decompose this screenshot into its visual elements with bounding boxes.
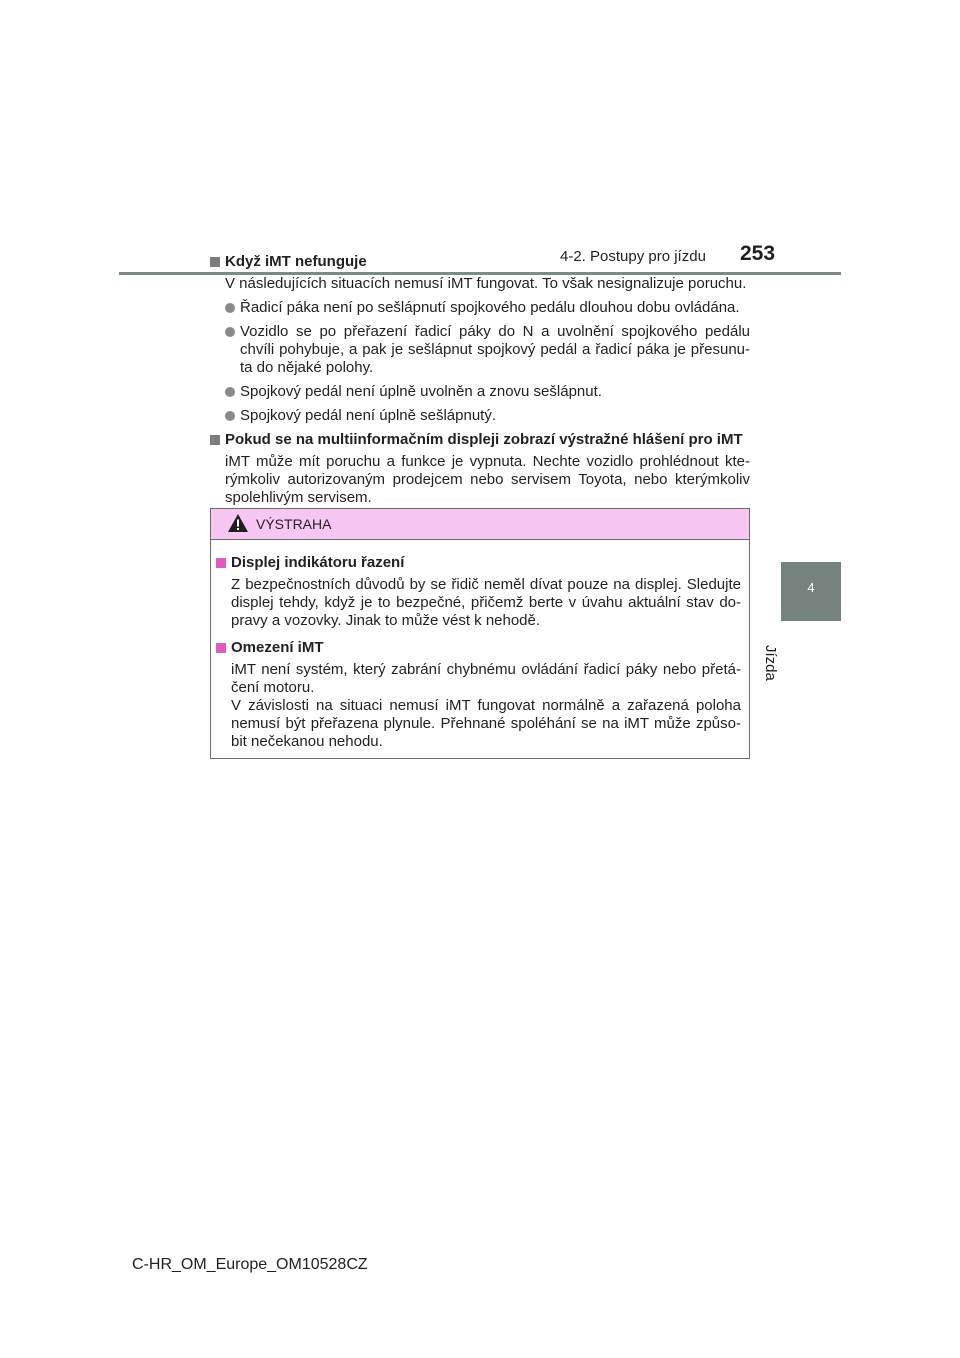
round-bullet-icon	[225, 327, 235, 337]
page-number: 253	[740, 242, 776, 265]
section-heading	[210, 431, 750, 449]
warning-body	[211, 540, 749, 751]
section-intro: V následujících situacích nemusí iMT fungovat. To však nesignalizuje poruchu.	[225, 275, 747, 292]
list-item-text: Spojkový pedál není úplně uvolněn a znovu sešlápnut.	[240, 383, 602, 400]
warning-triangle-icon	[227, 513, 249, 533]
section-text: iMT může mít poruchu a funkce je vypnuta. Nechte vozidlo prohlédnout kte-rýmkoliv autorizovaným prodejcem nebo servisem Toyota, nebo kterýmkoliv spolehlivým servisem.	[225, 453, 750, 506]
list-item	[210, 299, 750, 317]
warning-item-text: Z bezpečnostních důvodů by se řidič neměl dívat pouze na displej. Sledujte displej tehdy, když je to bezpečné, přičemž berte v úvahu aktuální stav do-pravy a vozovky. Jinak to může vést k nehodě.	[231, 576, 741, 629]
warning-box	[210, 508, 750, 759]
square-bullet-icon	[216, 558, 226, 568]
section-heading-text: Pokud se na multiinformačním displeji zobrazí výstražné hlášení pro iMT	[225, 431, 743, 448]
square-bullet-icon	[210, 257, 220, 267]
chapter-tab	[781, 562, 841, 621]
list-item-text: Spojkový pedál není úplně sešlápnutý.	[240, 407, 497, 424]
footer-doc-id: C-HR_OM_Europe_OM10528CZ	[132, 1256, 368, 1273]
main-content	[210, 253, 750, 513]
square-bullet-icon	[210, 435, 220, 445]
warning-header	[211, 509, 749, 540]
list-item	[210, 323, 750, 377]
warning-item-heading	[216, 639, 741, 657]
warning-item-text: V závislosti na situaci nemusí iMT fungovat normálně a zařazená poloha nemusí být přeřazena plynule. Přehnané spoléhání se na iMT může způso-bit nečekanou nehodu.	[231, 697, 741, 750]
square-bullet-icon	[216, 643, 226, 653]
warning-item-heading-text: Omezení iMT	[231, 639, 324, 656]
section-heading	[210, 253, 750, 271]
list-item	[210, 407, 750, 425]
round-bullet-icon	[225, 387, 235, 397]
warning-title: VÝSTRAHA	[256, 516, 332, 532]
round-bullet-icon	[225, 411, 235, 421]
list-item-text: Vozidlo se po přeřazení řadicí páky do N a uvolnění spojkového pedálu chvíli pohybuje, a pak je sešlápnut spojkový pedál a řadicí páka je přesunu-ta do nějaké polohy.	[240, 323, 750, 376]
list-item	[210, 383, 750, 401]
section-heading-text: Když iMT nefunguje	[225, 253, 367, 270]
list-item-text: Řadicí páka není po sešlápnutí spojkového pedálu dlouhou dobu ovládána.	[240, 299, 740, 316]
round-bullet-icon	[225, 303, 235, 313]
header-section-title: 4-2. Postupy pro jízdu	[560, 248, 706, 265]
warning-item-heading-text: Displej indikátoru řazení	[231, 554, 405, 571]
chapter-label: Jízda	[762, 645, 779, 681]
warning-item-text: iMT není systém, který zabrání chybnému ovládání řadicí páky nebo přetá-čení motoru.	[231, 661, 741, 696]
warning-item-heading	[216, 554, 741, 572]
chapter-number: 4	[807, 580, 815, 595]
